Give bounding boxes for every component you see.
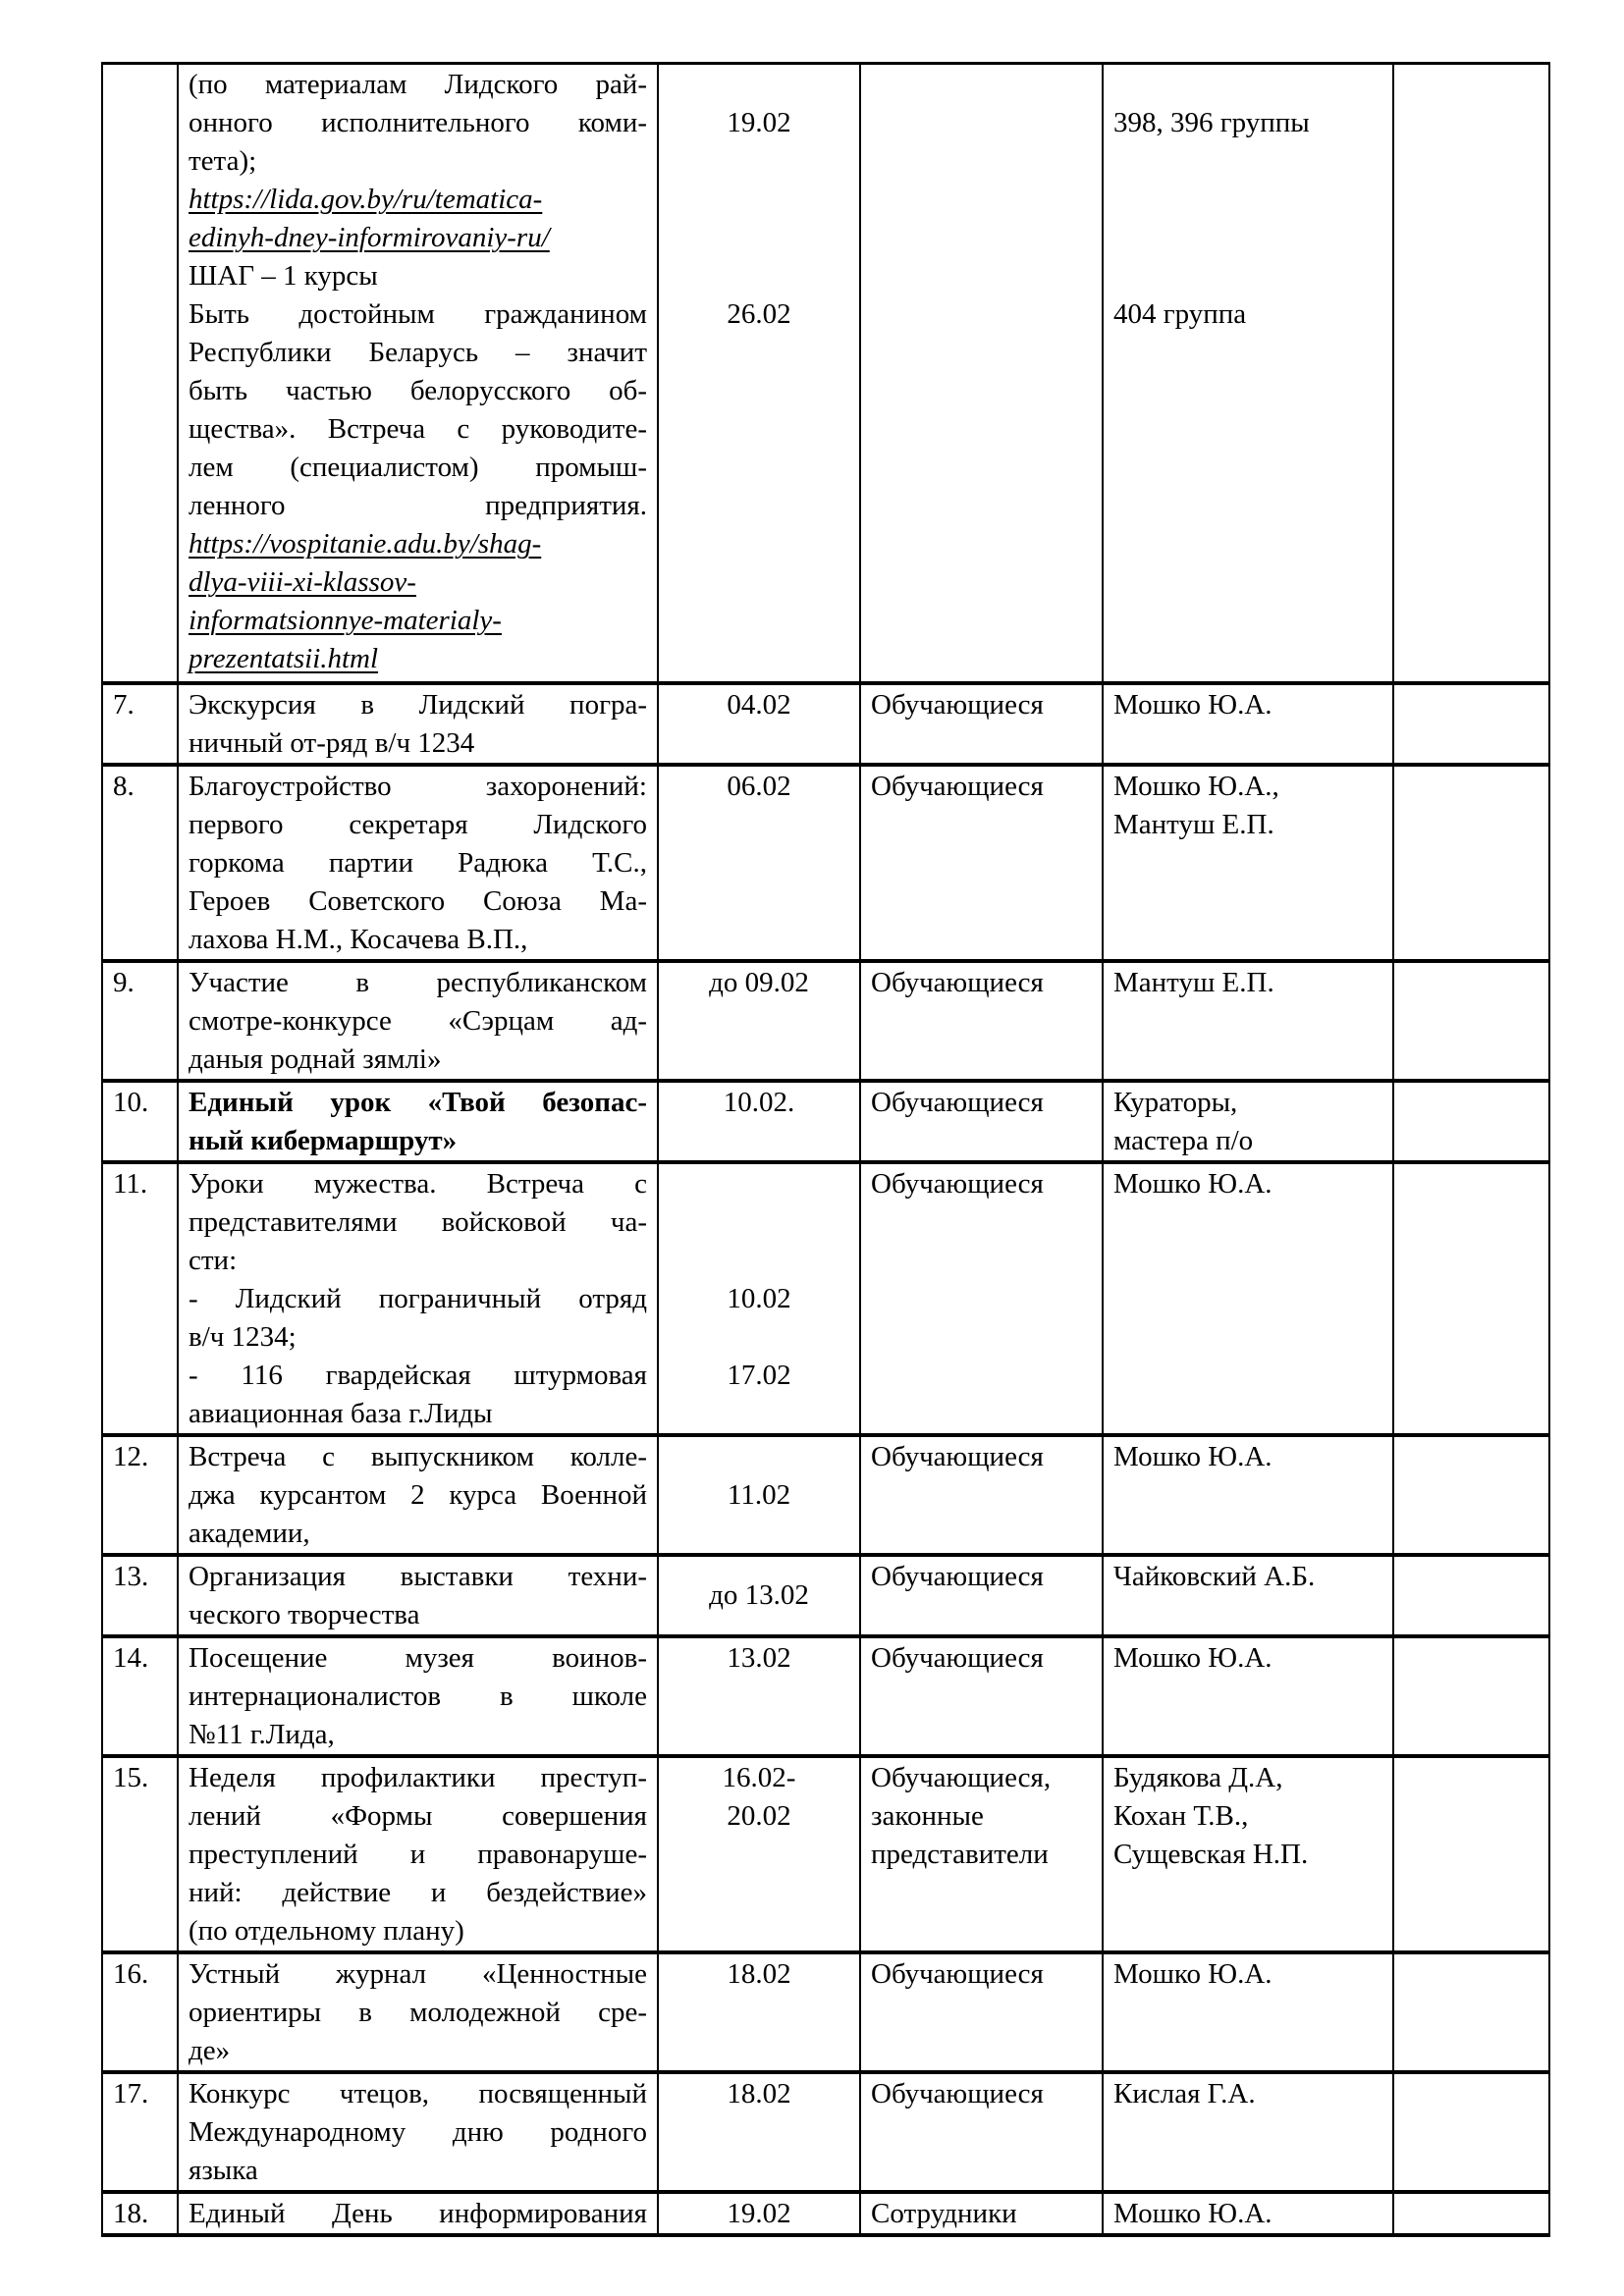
date-cell: 04.02 bbox=[658, 683, 860, 765]
date-cell: 10.02. bbox=[658, 1081, 860, 1162]
responsible-cell bbox=[1103, 64, 1393, 683]
responsible-value: Мантуш Е.П. bbox=[1113, 966, 1274, 998]
event-line: Неделя профилактики преступ- bbox=[189, 1761, 647, 1793]
table-row bbox=[102, 1555, 1549, 1636]
event-cell bbox=[178, 765, 658, 961]
date-value: 17.02 bbox=[727, 1359, 791, 1391]
link-line: edinyh-dney-informirovaniy-ru/ bbox=[189, 222, 550, 253]
responsible-value: Мошко Ю.А. bbox=[1113, 1641, 1272, 1674]
date-cell: 19.02 bbox=[658, 2192, 860, 2235]
table-row bbox=[102, 961, 1549, 1081]
event-line: Республики Беларусь – значит bbox=[189, 337, 647, 368]
responsible-value: Сущевская Н.П. bbox=[1113, 1838, 1309, 1870]
event-line: даныя роднай зямлі» bbox=[189, 1042, 442, 1075]
event-line: преступлений и правонаруше- bbox=[189, 1838, 647, 1870]
row-number: 7. bbox=[102, 683, 178, 765]
event-line: Встреча с выпускником колле- bbox=[189, 1440, 647, 1472]
event-line: ный кибермаршрут» bbox=[189, 1124, 458, 1156]
responsible-cell bbox=[1103, 765, 1393, 961]
note-cell bbox=[1393, 64, 1549, 683]
row-number: 17. bbox=[102, 2072, 178, 2192]
responsible-cell bbox=[1103, 1162, 1393, 1435]
row-number: 14. bbox=[102, 1636, 178, 1756]
responsible-cell bbox=[1103, 1555, 1393, 1636]
responsible-cell bbox=[1103, 2072, 1393, 2192]
date-value: 20.02 bbox=[727, 1799, 791, 1832]
event-line: ШАГ – 1 курсы bbox=[189, 260, 378, 292]
table-row bbox=[102, 1952, 1549, 2072]
row-number: 9. bbox=[102, 961, 178, 1081]
responsible-value: Кислая Г.А. bbox=[1113, 2077, 1256, 2109]
event-cell bbox=[178, 1952, 658, 2072]
responsible-cell bbox=[1103, 1435, 1393, 1555]
event-line: (по отдельному плану) bbox=[189, 1914, 464, 1947]
event-cell bbox=[178, 1081, 658, 1162]
note-cell bbox=[1393, 1162, 1549, 1435]
participants-cell: Обучающиеся bbox=[860, 683, 1103, 765]
event-line: авиационная база г.Лиды bbox=[189, 1397, 493, 1429]
event-line: смотре-конкурсе «Сэрцам ад- bbox=[189, 1004, 647, 1037]
responsible-cell bbox=[1103, 683, 1393, 765]
table-row bbox=[102, 2192, 1549, 2235]
event-line: Посещение музея воинов- bbox=[189, 1641, 647, 1674]
event-line: Международному дню родного bbox=[189, 2115, 647, 2148]
event-cell bbox=[178, 1555, 658, 1636]
event-line: джа курсантом 2 курса Военной bbox=[189, 1478, 647, 1511]
table-row bbox=[102, 1756, 1549, 1952]
responsible-value: Мошко Ю.А. bbox=[1113, 1440, 1272, 1472]
participants-value: законные bbox=[871, 1799, 984, 1832]
date-value: 16.02- bbox=[722, 1761, 796, 1793]
event-cell bbox=[178, 1162, 658, 1435]
event-cell bbox=[178, 961, 658, 1081]
table-row bbox=[102, 1636, 1549, 1756]
event-cell bbox=[178, 2072, 658, 2192]
event-line: академии, bbox=[189, 1517, 310, 1549]
responsible-cell bbox=[1103, 1081, 1393, 1162]
responsible-value: Мантуш Е.П. bbox=[1113, 808, 1274, 840]
participants-value: Обучающиеся, bbox=[871, 1761, 1052, 1793]
participants-cell: Обучающиеся bbox=[860, 1435, 1103, 1555]
table-row bbox=[102, 1162, 1549, 1435]
note-cell bbox=[1393, 683, 1549, 765]
table-row bbox=[102, 1081, 1549, 1162]
responsible-cell bbox=[1103, 1952, 1393, 2072]
event-line: Героев Советского Союза Ма- bbox=[189, 884, 647, 917]
date-cell: до 13.02 bbox=[658, 1555, 860, 1636]
participants-cell bbox=[860, 1756, 1103, 1952]
date-value: 26.02 bbox=[727, 298, 791, 330]
responsible-value: Кураторы, bbox=[1113, 1086, 1238, 1118]
row-number: 8. bbox=[102, 765, 178, 961]
table-row bbox=[102, 765, 1549, 961]
note-cell bbox=[1393, 765, 1549, 961]
event-line: языка bbox=[189, 2154, 258, 2186]
participants-cell: Обучающиеся bbox=[860, 765, 1103, 961]
participants-cell: Обучающиеся bbox=[860, 961, 1103, 1081]
event-line: (по материалам Лидского рай- bbox=[189, 69, 647, 100]
lida-gov-link[interactable] bbox=[189, 181, 647, 257]
participants-cell: Обучающиеся bbox=[860, 1081, 1103, 1162]
responsible-value: Мошко Ю.А. bbox=[1113, 688, 1272, 721]
link-line: dlya-viii-xi-klassov- bbox=[189, 566, 416, 598]
event-line: интернационалистов в школе bbox=[189, 1680, 647, 1712]
event-line: быть частью белорусского об- bbox=[189, 375, 647, 406]
participants-cell: Обучающиеся bbox=[860, 1555, 1103, 1636]
participants-cell: Обучающиеся bbox=[860, 2072, 1103, 2192]
participants-cell: Обучающиеся bbox=[860, 1636, 1103, 1756]
event-line: сти: bbox=[189, 1244, 238, 1276]
event-line: - 116 гвардейская штурмовая bbox=[189, 1359, 647, 1391]
participants-value: представители bbox=[871, 1838, 1049, 1870]
date-cell bbox=[658, 1756, 860, 1952]
event-line: тета); bbox=[189, 145, 257, 177]
event-line: онного исполнительного коми- bbox=[189, 107, 647, 138]
event-line: Участие в республиканском bbox=[189, 966, 647, 998]
event-line: Единый урок «Твой безопас- bbox=[189, 1086, 647, 1118]
event-line: Организация выставки техни- bbox=[189, 1560, 647, 1592]
event-line: ориентиры в молодежной сре- bbox=[189, 1996, 647, 2028]
responsible-value: Мошко Ю.А. bbox=[1113, 1167, 1272, 1200]
link-line: https://vospitanie.adu.by/shag- bbox=[189, 528, 542, 560]
responsible-value: Мошко Ю.А., bbox=[1113, 770, 1279, 802]
responsible-cell bbox=[1103, 2192, 1393, 2235]
note-cell bbox=[1393, 961, 1549, 1081]
note-cell bbox=[1393, 2192, 1549, 2235]
table-row bbox=[102, 683, 1549, 765]
event-line: ний: действие и бездействие» bbox=[189, 1876, 647, 1908]
date-cell: до 09.02 bbox=[658, 961, 860, 1081]
participants-cell: Обучающиеся bbox=[860, 1162, 1103, 1435]
responsible-value: Мошко Ю.А. bbox=[1113, 2197, 1272, 2229]
note-cell bbox=[1393, 2072, 1549, 2192]
vospitanie-link[interactable] bbox=[189, 525, 647, 678]
responsible-value: мастера п/о bbox=[1113, 1124, 1254, 1156]
event-cell bbox=[178, 683, 658, 765]
date-cell: 18.02 bbox=[658, 1952, 860, 2072]
event-line: ческого творчества bbox=[189, 1598, 420, 1630]
link-line: prezentatsii.html bbox=[189, 643, 379, 674]
responsible-value: 404 группа bbox=[1113, 298, 1247, 330]
date-value: 19.02 bbox=[727, 107, 791, 138]
event-line: лений «Формы совершения bbox=[189, 1799, 647, 1832]
row-number: 15. bbox=[102, 1756, 178, 1952]
note-cell bbox=[1393, 1636, 1549, 1756]
row-number: 16. bbox=[102, 1952, 178, 2072]
row-number: 11. bbox=[102, 1162, 178, 1435]
event-cell bbox=[178, 64, 658, 683]
date-cell: 11.02 bbox=[658, 1435, 860, 1555]
link-line: informatsionnye-materialy- bbox=[189, 605, 502, 636]
participants-cell bbox=[860, 64, 1103, 683]
note-cell bbox=[1393, 1756, 1549, 1952]
responsible-value: 398, 396 группы bbox=[1113, 107, 1310, 138]
event-cell bbox=[178, 1636, 658, 1756]
responsible-value: Мошко Ю.А. bbox=[1113, 1957, 1272, 1990]
event-line: де» bbox=[189, 2034, 231, 2066]
date-value: 10.02 bbox=[727, 1282, 791, 1314]
event-line: - Лидский пограничный отряд bbox=[189, 1282, 647, 1314]
event-line: ленного предприятия. bbox=[189, 490, 647, 521]
event-line: Устный журнал «Ценностные bbox=[189, 1957, 647, 1990]
event-line: в/ч 1234; bbox=[189, 1320, 297, 1353]
table-row bbox=[102, 1435, 1549, 1555]
event-cell bbox=[178, 1756, 658, 1952]
event-line: Уроки мужества. Встреча с bbox=[189, 1167, 647, 1200]
event-line: ничный от-ряд в/ч 1234 bbox=[189, 726, 475, 759]
participants-cell: Обучающиеся bbox=[860, 1952, 1103, 2072]
link-line: https://lida.gov.by/ru/tematica- bbox=[189, 184, 543, 215]
event-cell bbox=[178, 2192, 658, 2235]
event-line: представителями войсковой ча- bbox=[189, 1205, 647, 1238]
event-line: Единый День информирования bbox=[189, 2197, 647, 2229]
date-cell: 18.02 bbox=[658, 2072, 860, 2192]
event-line: №11 г.Лида, bbox=[189, 1718, 335, 1750]
row-number bbox=[102, 64, 178, 683]
table-row bbox=[102, 64, 1549, 683]
event-line: Благоустройство захоронений: bbox=[189, 770, 647, 802]
date-cell bbox=[658, 64, 860, 683]
row-number: 13. bbox=[102, 1555, 178, 1636]
event-cell bbox=[178, 1435, 658, 1555]
row-number: 12. bbox=[102, 1435, 178, 1555]
event-line: Конкурс чтецов, посвященный bbox=[189, 2077, 647, 2109]
participants-cell: Сотрудники bbox=[860, 2192, 1103, 2235]
event-line: лахова Н.М., Косачева В.П., bbox=[189, 923, 528, 955]
table-row bbox=[102, 2072, 1549, 2192]
event-line: первого секретаря Лидского bbox=[189, 808, 647, 840]
note-cell bbox=[1393, 1952, 1549, 2072]
event-line: горкома партии Радюка Т.С., bbox=[189, 846, 647, 879]
row-number: 10. bbox=[102, 1081, 178, 1162]
events-plan-table bbox=[101, 62, 1550, 2237]
date-cell: 06.02 bbox=[658, 765, 860, 961]
date-cell: 13.02 bbox=[658, 1636, 860, 1756]
responsible-cell bbox=[1103, 1756, 1393, 1952]
row-number: 18. bbox=[102, 2192, 178, 2235]
responsible-value: Чайковский А.Б. bbox=[1113, 1560, 1316, 1592]
responsible-value: Кохан Т.В., bbox=[1113, 1799, 1249, 1832]
responsible-cell bbox=[1103, 1636, 1393, 1756]
date-cell bbox=[658, 1162, 860, 1435]
responsible-value: Будякова Д.А, bbox=[1113, 1761, 1283, 1793]
note-cell bbox=[1393, 1081, 1549, 1162]
note-cell bbox=[1393, 1435, 1549, 1555]
event-line: Экскурсия в Лидский погра- bbox=[189, 688, 647, 721]
event-line: Быть достойным гражданином bbox=[189, 298, 647, 330]
note-cell bbox=[1393, 1555, 1549, 1636]
event-line: щества». Встреча с руководите- bbox=[189, 413, 647, 445]
responsible-cell bbox=[1103, 961, 1393, 1081]
event-line: лем (специалистом) промыш- bbox=[189, 452, 647, 483]
